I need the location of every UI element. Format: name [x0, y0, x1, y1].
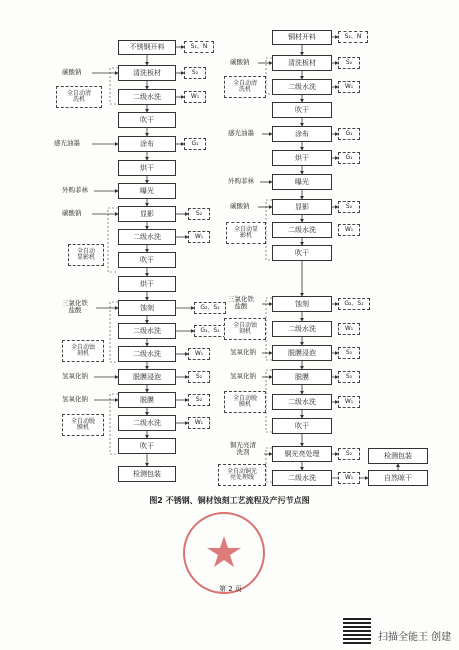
copper-s1n: S₁、N — [338, 31, 368, 43]
copper-wash-c: 二级水洗 — [272, 321, 332, 337]
steel-wash-a: 二级水洗 — [118, 89, 176, 105]
copper-s2-d: S₂ — [338, 371, 360, 383]
steel-wash-b: 二级水洗 — [118, 229, 176, 245]
steel-start: 不锈钢开料 — [118, 40, 176, 55]
copper-wash-e: 二级水洗 — [272, 470, 332, 486]
copper-inspect: 检测包装 — [368, 448, 428, 464]
copper-polishchem: 铜光亮清 洗剂 — [230, 441, 256, 456]
steel-s2-c: S₂ — [188, 371, 210, 383]
steel-wash-d: 二级水洗 — [118, 346, 176, 362]
steel-auto-develop: 全自动 显影机 — [68, 244, 104, 266]
copper-defoam: 脱膜浸泡 — [272, 345, 332, 361]
figure-caption: 图2 不锈钢、铜材蚀刻工艺流程及产污节点图 — [149, 496, 310, 505]
copper-dry-b: 吹干 — [272, 245, 332, 261]
steel-develop: 显影 — [118, 206, 176, 222]
copper-wash-a: 二级水洗 — [272, 79, 332, 95]
steel-wash-e: 二级水洗 — [118, 415, 176, 431]
copper-s2-b: S₂ — [338, 201, 360, 213]
steel-na2co3: 碳酸钠 — [62, 68, 82, 76]
copper-naoh-b: 氢氧化钠 — [230, 372, 256, 380]
copper-film: 外购菲林 — [228, 177, 254, 185]
copper-auto-etch: 全自动蚀 刻机 — [224, 318, 266, 340]
copper-coat: 涂布 — [272, 126, 332, 142]
page-number: 第 2 页 — [219, 585, 242, 593]
steel-s2-a: S₂ — [184, 67, 206, 79]
steel-coat: 涂布 — [118, 136, 176, 152]
copper-w1-a: W₁ — [338, 81, 360, 93]
steel-strip: 脱膜 — [118, 392, 176, 408]
steel-auto-strip: 全自动脱 膜机 — [62, 414, 104, 436]
copper-g1-b: G₁ — [338, 152, 360, 164]
copper-bake: 烘干 — [272, 150, 332, 166]
steel-inspect: 检测包装 — [118, 466, 176, 482]
copper-na2co3: 碳酸钠 — [230, 58, 250, 66]
copper-dry-a: 吹干 — [272, 102, 332, 118]
steel-g3s2: G₃、S₂ — [194, 325, 226, 337]
copper-polish: 铜光亮处理 — [272, 446, 332, 462]
steel-dry-b: 吹干 — [118, 252, 176, 268]
copper-auto-polish: 全自动铜光 亮处理线 — [218, 464, 266, 486]
steel-etch: 蚀刻 — [118, 300, 176, 316]
copper-s2-c: S₂ — [338, 347, 360, 359]
steel-defoam: 脱膜浸泡 — [118, 369, 176, 385]
copper-auto-develop: 全自动显 影机 — [226, 222, 266, 244]
steel-wash-c: 二级水洗 — [118, 323, 176, 339]
copper-w1-c: W₁ — [338, 323, 360, 335]
copper-w1-b: W₁ — [338, 224, 360, 236]
copper-s2-e: S₂ — [338, 448, 360, 460]
steel-w1-d: W₁ — [188, 417, 210, 429]
copper-s2-a: S₂ — [338, 57, 360, 69]
copper-carb2: 碳酸钠 — [230, 202, 250, 210]
steel-s2-d: S₂ — [188, 394, 210, 406]
copper-g1-a: G₁ — [338, 128, 360, 140]
steel-etchchem: 三氯化铁 盐酸 — [62, 299, 88, 314]
copper-g2s2: G₂、S₂ — [338, 298, 370, 310]
steel-w1-a: W₁ — [184, 91, 206, 103]
copper-etchchem: 三氯化铁 盐酸 — [228, 295, 254, 310]
steel-expose: 曝光 — [118, 183, 176, 199]
copper-wash-b: 二级水洗 — [272, 222, 332, 238]
steel-naoh-a: 氢氧化钠 — [62, 372, 88, 380]
steel-na2co3-b: 碳酸钠 — [62, 209, 82, 217]
steel-g1-a: G₁ — [184, 138, 206, 150]
copper-wash-d: 二级水洗 — [272, 394, 332, 410]
steel-naoh-b: 氢氧化钠 — [62, 395, 88, 403]
copper-start: 铜材开料 — [272, 30, 332, 45]
steel-bake-b: 烘干 — [118, 276, 176, 292]
steel-dry-a: 吹干 — [118, 112, 176, 128]
copper-w1-d: W₁ — [338, 396, 360, 408]
copper-w1-e: W₁ — [338, 472, 360, 484]
copper-strip: 脱膜 — [272, 369, 332, 385]
steel-auto-clean: 全自动清 洗机 — [56, 86, 102, 108]
copper-naoh-a: 氢氧化钠 — [230, 348, 256, 356]
copper-airdry: 自然晾干 — [368, 470, 428, 486]
copper-auto-strip: 全自动脱 膜机 — [224, 391, 266, 413]
steel-oil: 感光油墨 — [54, 139, 80, 147]
copper-auto-clean: 全自动清 洗机 — [224, 76, 266, 98]
copper-develop: 显影 — [272, 199, 332, 215]
qr-code-icon — [343, 616, 371, 644]
steel-bake-a: 烘干 — [118, 160, 176, 176]
copper-dry-c: 吹干 — [272, 418, 332, 434]
steel-clean: 清洗板材 — [118, 65, 176, 81]
steel-s1n: S₁、N — [184, 41, 214, 53]
steel-g2s2: G₂、S₂ — [194, 302, 226, 314]
scanner-brand: 扫描全能王 创建 — [378, 632, 452, 643]
copper-etch: 蚀刻 — [272, 296, 332, 312]
copper-oil: 感光油墨 — [228, 129, 254, 137]
steel-w1-c: W₁ — [188, 348, 210, 360]
steel-w1-b: W₁ — [188, 231, 210, 243]
copper-expose: 曝光 — [272, 174, 332, 190]
steel-dry-c: 吹干 — [118, 438, 176, 454]
steel-film: 外购菲林 — [62, 186, 88, 194]
copper-clean: 清洗板材 — [272, 55, 332, 71]
steel-s2-b: S₂ — [188, 208, 210, 220]
steel-auto-etch: 全自动蚀 刻机 — [62, 340, 104, 362]
